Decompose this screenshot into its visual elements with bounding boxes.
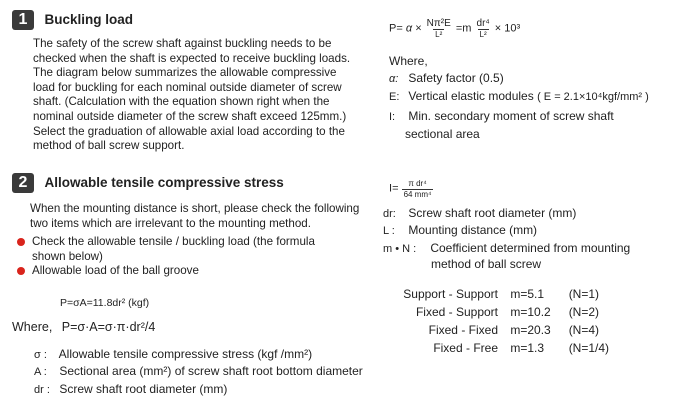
section1-line: The safety of the screw shaft against buckling needs to be — [33, 37, 332, 50]
fraction-n-pi-e: $\frac{\text{Nπ²E}}{\text{L²}}$ — [426, 18, 451, 39]
def-alpha: α: Safety factor (0.5) — [389, 71, 504, 85]
section1-line: load for buckling for each nominal outside diameter of screw — [33, 80, 342, 94]
section2-paragraph — [30, 202, 359, 231]
section1-line: shaft. (Calculation with the equation shown right when the — [33, 95, 330, 109]
buckling-formula: P= α × $\frac{\text{Nπ²E}}{\text{L²}}$ =m $\frac{\text{dr⁴}}{\text{L²}}$ × 10³ — [389, 18, 521, 39]
section1-number-badge: 1 — [12, 10, 34, 30]
mounting-row: Fixed - Fixed m=20.3 (N=4) — [428, 323, 600, 337]
section2-title: Allowable tensile compressive stress — [44, 175, 284, 190]
section1-line: nominal outside diameter of the screw shaft exceed 125mm.) — [33, 109, 347, 123]
mounting-row: Fixed - Free m=1.3 (N=1/4) — [433, 341, 610, 355]
def-l: L : Mounting distance (mm) — [383, 223, 538, 237]
section1-paragraph — [33, 37, 350, 154]
section1-line: checked when the shaft is expected to receive buckling loads. — [33, 51, 351, 65]
red-bullet-icon — [17, 267, 25, 275]
def-a: A : Sectional area (mm²) of screw shaft root bottom diameter — [34, 364, 363, 378]
red-bullet-icon — [17, 238, 25, 246]
fraction-dr4: $\frac{\text{dr⁴}}{\text{L²}}$ — [476, 18, 490, 39]
def-i: I: Min. secondary moment of screw shaft — [389, 109, 614, 123]
section1-line: method of ball screw support. — [33, 139, 185, 153]
where1-label: Where, — [389, 54, 428, 68]
mounting-row: Fixed - Support m=10.2 (N=2) — [415, 305, 600, 319]
def-i-cont: sectional area — [405, 127, 480, 141]
bullet-item-cont: shown below) — [32, 249, 103, 263]
section2-heading — [12, 173, 284, 193]
stress-where-formula: Where, P=σ·A=σ·π·dr²/4 — [12, 320, 156, 334]
section1-title: Buckling load — [44, 12, 133, 27]
section2-bullets — [17, 235, 315, 279]
def-m-n-cont: method of ball screw — [431, 257, 542, 271]
stress-formula: P=σA=11.8dr² (kgf) — [60, 297, 150, 309]
def-dr: dr: Screw shaft root diameter (mm) — [383, 206, 577, 220]
def-sigma: σ : Allowable tensile compressive stress (kgf /mm²) — [34, 347, 313, 361]
section2-number-badge: 2 — [12, 173, 34, 193]
def-m-n: m • N : Coefficient determined from mounting — [383, 241, 631, 255]
bullet-item: Allowable load of the ball groove — [17, 264, 315, 279]
fraction-pi-dr4: $\frac{\text{π dr⁴}}{\text{64 mm⁴}}$ — [403, 179, 432, 199]
moment-formula: I= $\frac{\text{π dr⁴}}{\text{64 mm⁴}}$ — [389, 179, 432, 199]
section2-line: When the mounting distance is short, please check the following — [30, 202, 360, 215]
section1-heading — [12, 10, 133, 30]
section2-line: two items which are irrelevant to the mounting method. — [30, 216, 311, 230]
mounting-row: Support - Support m=5.1 (N=1) — [403, 287, 600, 301]
section1-line: Select the graduation of allowable axial load according to the — [33, 124, 345, 138]
section1-line: The diagram below summarizes the allowable compressive — [33, 66, 337, 80]
def-dr-bottom: dr : Screw shaft root diameter (mm) — [34, 382, 228, 396]
bullet-item: Check the allowable tensile / buckling load (the formula — [17, 235, 315, 250]
def-e: E: Vertical elastic modules ( E = 2.1×10⁴kgf/mm² ) — [389, 89, 649, 103]
